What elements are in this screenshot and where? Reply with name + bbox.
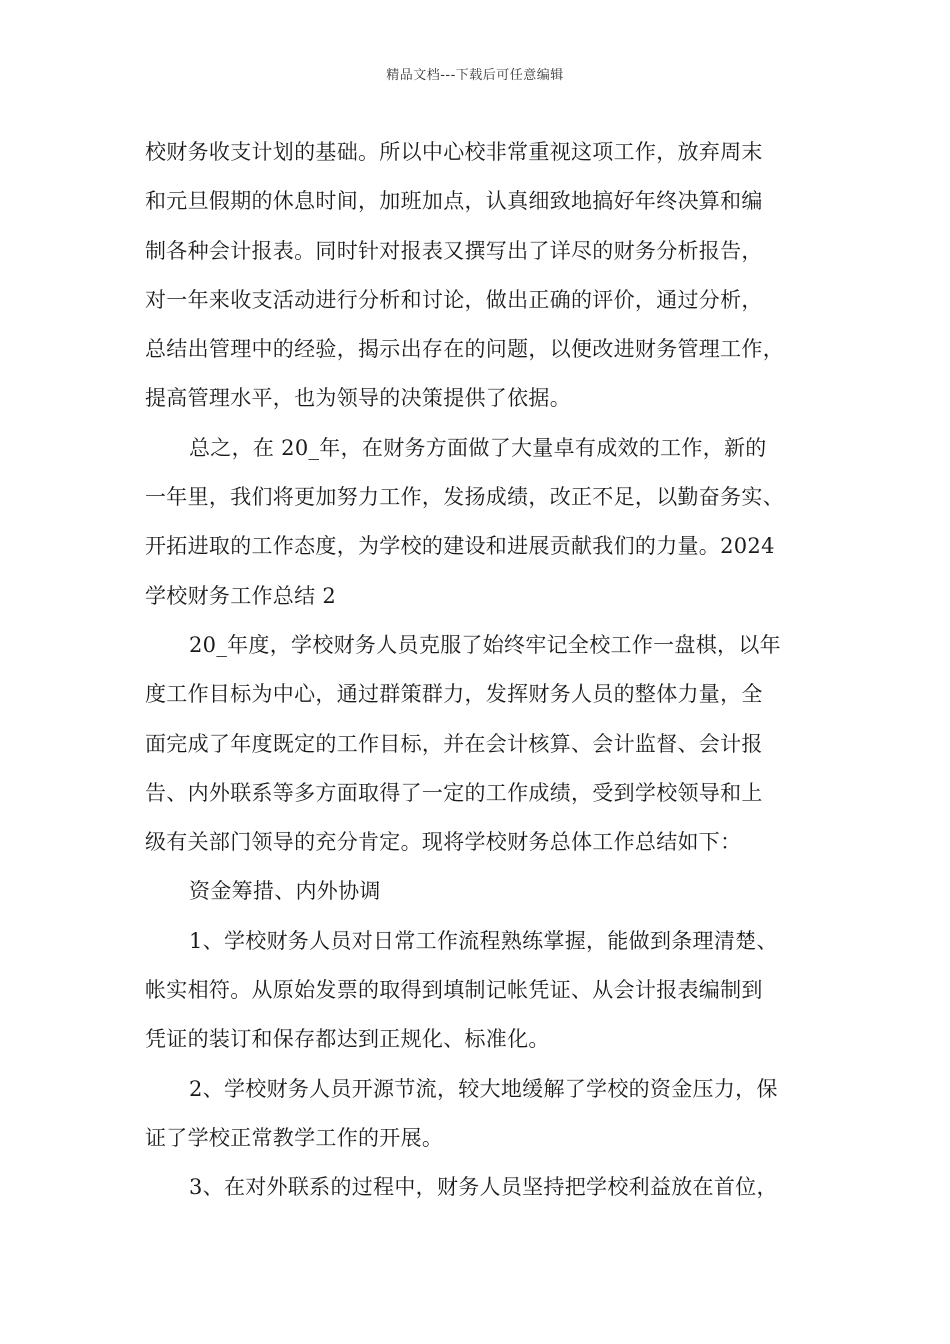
text-line: 总结出管理中的经验，揭示出存在的问题，以便改进财务管理工作， [145,337,784,362]
text-line: 3、在对外联系的过程中，财务人员坚持把学校利益放在首位， [189,1175,778,1200]
text-line: 告、内外联系等多方面取得了一定的工作成绩，受到学校领导和上 [145,780,763,805]
text-line: 凭证的装订和保存都达到正规化、标准化。 [145,1027,550,1052]
text-line: 面完成了年度既定的工作目标，并在会计核算、会计监督、会计报 [145,731,763,756]
text-line: 和元旦假期的休息时间，加班加点，认真细致地搞好年终决算和编 [145,189,763,214]
text-line: 帐实相符。从原始发票的取得到填制记帐凭证、从会计报表编制到 [145,978,763,1003]
text-line: 度工作目标为中心，通过群策群力，发挥财务人员的整体力量，全 [145,682,763,707]
text-line: 制各种会计报表。同时针对报表又撰写出了详尽的财务分析报告， [145,238,763,263]
text-line: 总之，在 20_年，在财务方面做了大量卓有成效的工作，新的 [189,435,767,460]
text-line: 2、学校财务人员开源节流，较大地缓解了学校的资金压力，保 [189,1076,778,1101]
document-body [145,128,835,1213]
text-line: 对一年来收支活动进行分析和讨论，做出正确的评价，通过分析， [145,287,763,312]
text-line: 一年里，我们将更加努力工作，发扬成绩，改正不足，以勤奋务实、 [145,485,784,510]
text-line: 级有关部门领导的充分肯定。现将学校财务总体工作总结如下： [145,830,742,855]
text-line: 证了学校正常教学工作的开展。 [145,1125,444,1150]
page-header: 精品文档---下载后可任意编辑 [386,68,564,83]
text-line: 提高管理水平，也为领导的决策提供了依据。 [145,386,571,411]
text-line: 20_年度，学校财务人员克服了始终牢记全校工作一盘棋，以年 [189,632,781,657]
text-line: 资金筹措、内外协调 [189,879,381,904]
text-line: 开拓进取的工作态度，为学校的建设和进展贡献我们的力量。2024 [145,534,775,559]
text-line: 学校财务工作总结 2 [145,583,337,608]
text-line: 校财务收支计划的基础。所以中心校非常重视这项工作，放弃周末 [145,140,763,164]
text-line: 1、学校财务人员对日常工作流程熟练掌握，能做到条理清楚、 [189,928,778,953]
